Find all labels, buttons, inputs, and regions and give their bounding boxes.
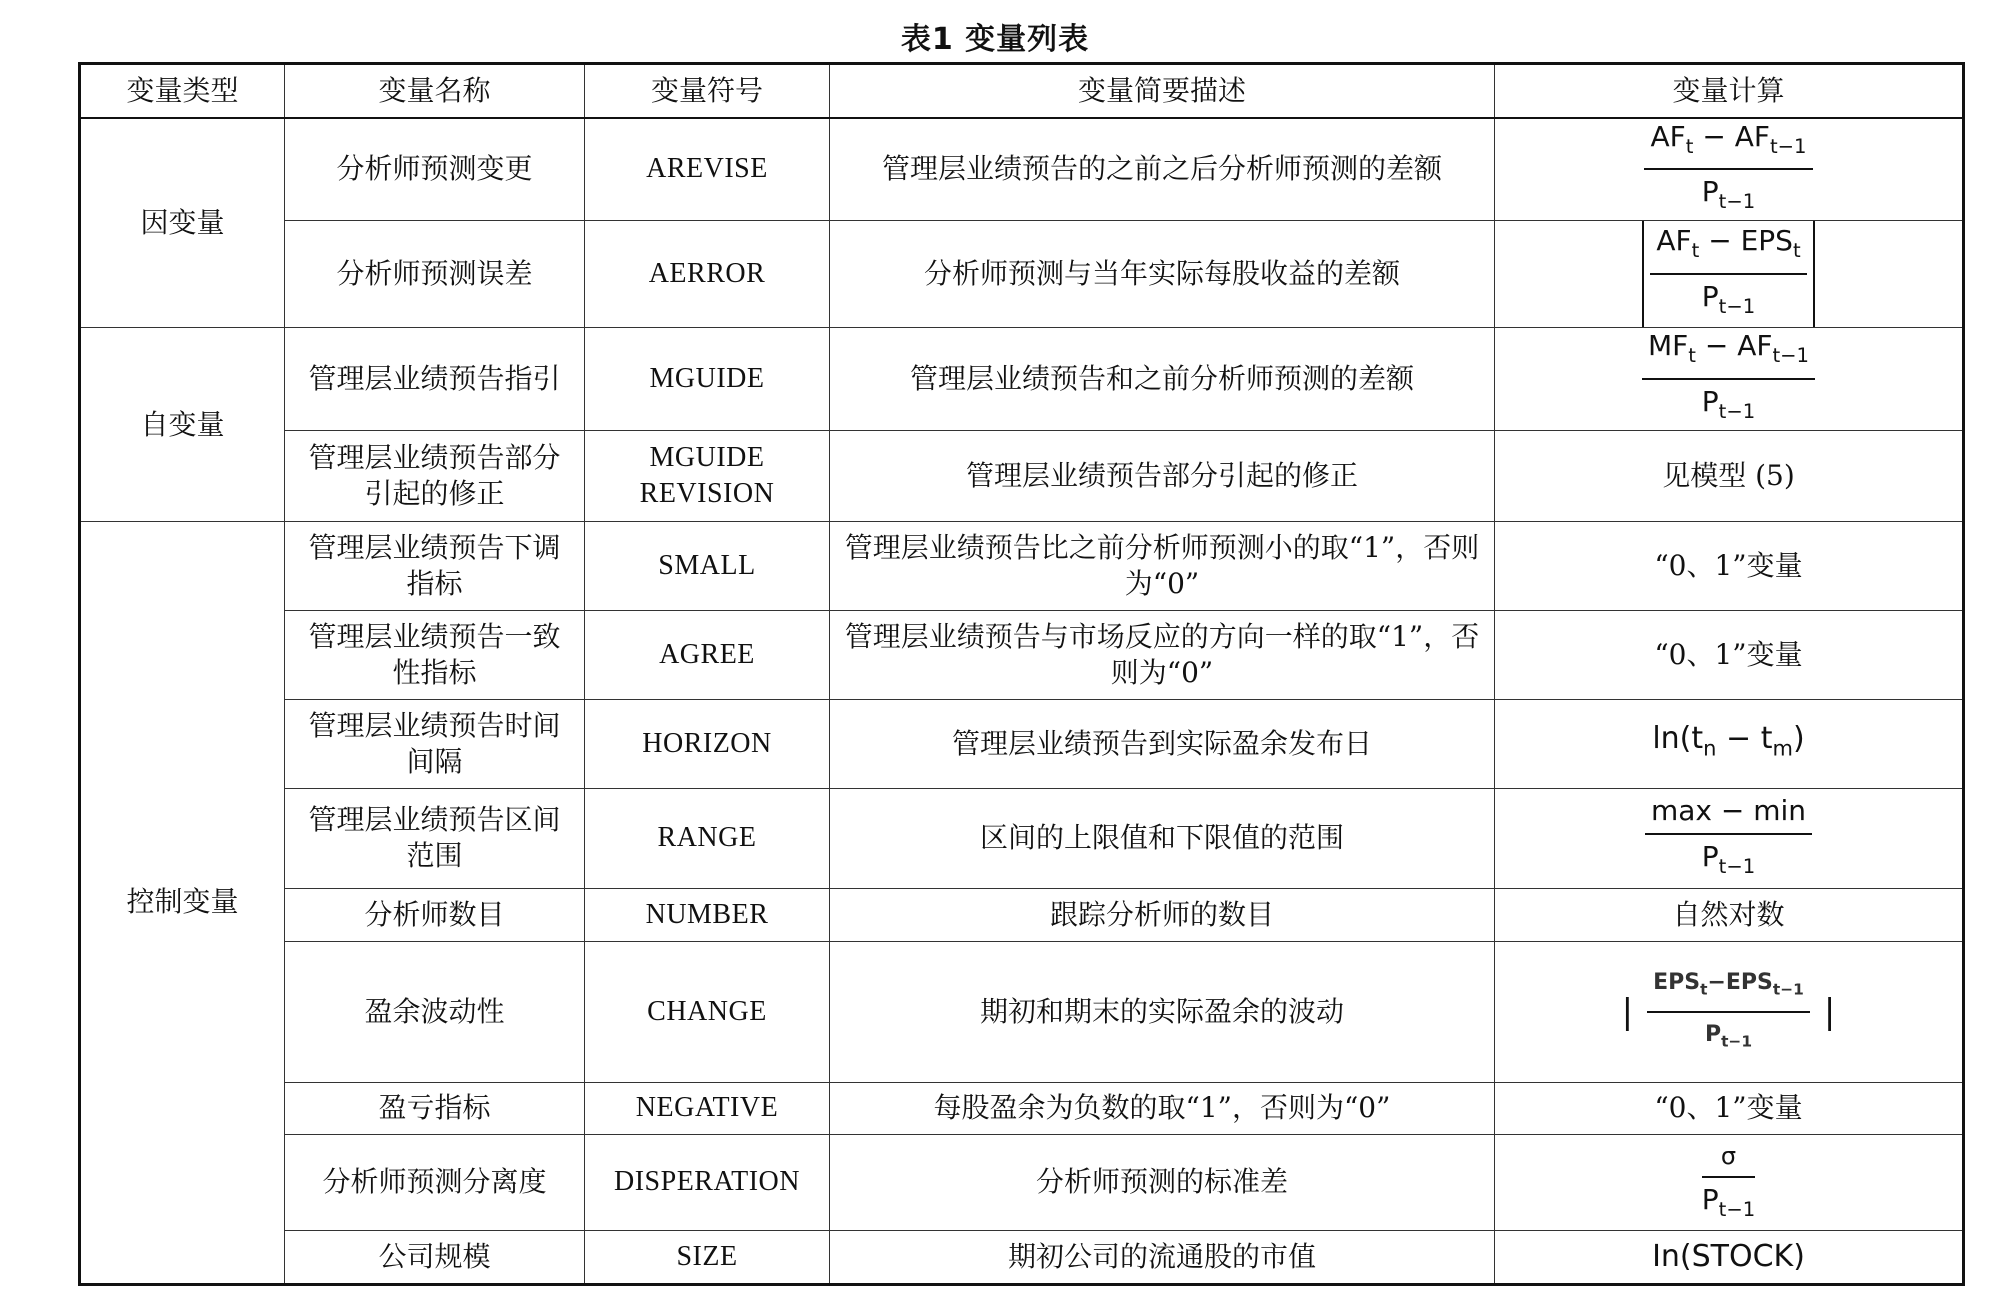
variable-name: 管理层业绩预告下调指标 — [285, 521, 585, 610]
header-name: 变量名称 — [285, 64, 585, 118]
table-row — [80, 1230, 1964, 1284]
table-row — [80, 1134, 1964, 1230]
variable-description: 管理层业绩预告比之前分析师预测小的取“1”，否则为“0” — [830, 521, 1495, 610]
table-row — [80, 699, 1964, 788]
variable-formula — [1495, 221, 1964, 328]
table-row — [80, 118, 1964, 221]
group-independent: 自变量 — [80, 328, 285, 522]
table-row — [80, 221, 1964, 328]
variable-formula: $\ln(t_n - t_m)$ — [1495, 699, 1964, 788]
variable-name: 分析师预测误差 — [285, 221, 585, 328]
variable-description: 管理层业绩预告到实际盈余发布日 — [830, 699, 1495, 788]
table-row — [80, 888, 1964, 941]
variable-formula — [1495, 1134, 1964, 1230]
group-control: 控制变量 — [80, 521, 285, 1284]
variable-formula — [1495, 788, 1964, 888]
variable-formula: 见模型 (5) — [1495, 430, 1964, 521]
variable-description: 管理层业绩预告和之前分析师预测的差额 — [830, 328, 1495, 431]
variable-description: 区间的上限值和下限值的范围 — [830, 788, 1495, 888]
variable-formula — [1495, 118, 1964, 221]
variable-formula — [1495, 328, 1964, 431]
table-row — [80, 610, 1964, 699]
variable-description: 跟踪分析师的数目 — [830, 888, 1495, 941]
variable-description: 期初和期末的实际盈余的波动 — [830, 941, 1495, 1082]
variable-formula: 自然对数 — [1495, 888, 1964, 941]
variable-description: 每股盈余为负数的取“1”，否则为“0” — [830, 1082, 1495, 1134]
table-header — [80, 64, 1964, 118]
variable-name: 分析师预测分离度 — [285, 1134, 585, 1230]
variable-formula: In(STOCK) — [1495, 1230, 1964, 1284]
table-row — [80, 788, 1964, 888]
group-dependent: 因变量 — [80, 118, 285, 328]
variable-description: 分析师预测的标准差 — [830, 1134, 1495, 1230]
table-row — [80, 430, 1964, 521]
variable-description: 管理层业绩预告的之前之后分析师预测的差额 — [830, 118, 1495, 221]
variable-description: 管理层业绩预告与市场反应的方向一样的取“1”，否则为“0” — [830, 610, 1495, 699]
variable-symbol: AREVISE — [585, 118, 830, 221]
variable-name: 管理层业绩预告部分引起的修正 — [285, 430, 585, 521]
variable-description: 管理层业绩预告部分引起的修正 — [830, 430, 1495, 521]
variable-symbol: SMALL — [585, 521, 830, 610]
absolute-value — [1642, 221, 1814, 327]
header-calculation: 变量计算 — [1495, 64, 1964, 118]
variable-name: 管理层业绩预告指引 — [285, 328, 585, 431]
table-row — [80, 941, 1964, 1082]
variable-symbol: RANGE — [585, 788, 830, 888]
fraction: $\frac{MF_t - AF_{t-1}}{P_{t-1}}$ — [1642, 328, 1815, 430]
variable-name: 管理层业绩预告区间范围 — [285, 788, 585, 888]
variable-formula: “0、1”变量 — [1495, 610, 1964, 699]
variable-symbol: DISPERATION — [585, 1134, 830, 1230]
variable-symbol: MGUIDE REVISION — [585, 430, 830, 521]
variable-symbol: NEGATIVE — [585, 1082, 830, 1134]
variable-formula: “0、1”变量 — [1495, 521, 1964, 610]
variable-symbol: HORIZON — [585, 699, 830, 788]
variable-symbol: NUMBER — [585, 888, 830, 941]
variable-name: 分析师预测变更 — [285, 118, 585, 221]
variable-description: 期初公司的流通股的市值 — [830, 1230, 1495, 1284]
variable-name: 公司规模 — [285, 1230, 585, 1284]
variable-description: 分析师预测与当年实际每股收益的差额 — [830, 221, 1495, 328]
table-row — [80, 328, 1964, 431]
variable-symbol: MGUIDE — [585, 328, 830, 431]
variable-symbol: SIZE — [585, 1230, 830, 1284]
variable-symbol: AGREE — [585, 610, 830, 699]
table-caption: 表1 变量列表 — [900, 22, 1090, 57]
variable-name: 管理层业绩预告一致性指标 — [285, 610, 585, 699]
fraction: $\frac{AF_t - AF_{t-1}}{P_{t-1}}$ — [1644, 119, 1812, 221]
fraction: $\frac{\sigma}{P_{t-1}}$ — [1702, 1138, 1755, 1228]
table-row — [80, 521, 1964, 610]
table-row — [80, 1082, 1964, 1134]
variable-symbol: CHANGE — [585, 941, 830, 1082]
absolute-value: | $\frac{EPS_t-EPS_{t-1}}{P_{t-1}}$ | — [1622, 965, 1836, 1060]
variable-formula: “0、1”变量 — [1495, 1082, 1964, 1134]
variable-name: 管理层业绩预告时间间隔 — [285, 699, 585, 788]
variable-symbol: AERROR — [585, 221, 830, 328]
variable-formula — [1495, 941, 1964, 1082]
header-symbol: 变量符号 — [585, 64, 830, 118]
variable-name: 盈余波动性 — [285, 941, 585, 1082]
fraction: $\frac{EPS_t-EPS_{t-1}}{P_{t-1}}$ — [1647, 965, 1810, 1060]
fraction: $\frac{\max - \min}{P_{t-1}}$ — [1645, 793, 1812, 885]
variable-table — [78, 62, 1965, 1286]
header-description: 变量简要描述 — [830, 64, 1495, 118]
variable-name: 分析师数目 — [285, 888, 585, 941]
fraction: $\frac{AF_t - EPS_t}{P_{t-1}}$ — [1650, 223, 1806, 325]
variable-name: 盈亏指标 — [285, 1082, 585, 1134]
header-type: 变量类型 — [80, 64, 285, 118]
